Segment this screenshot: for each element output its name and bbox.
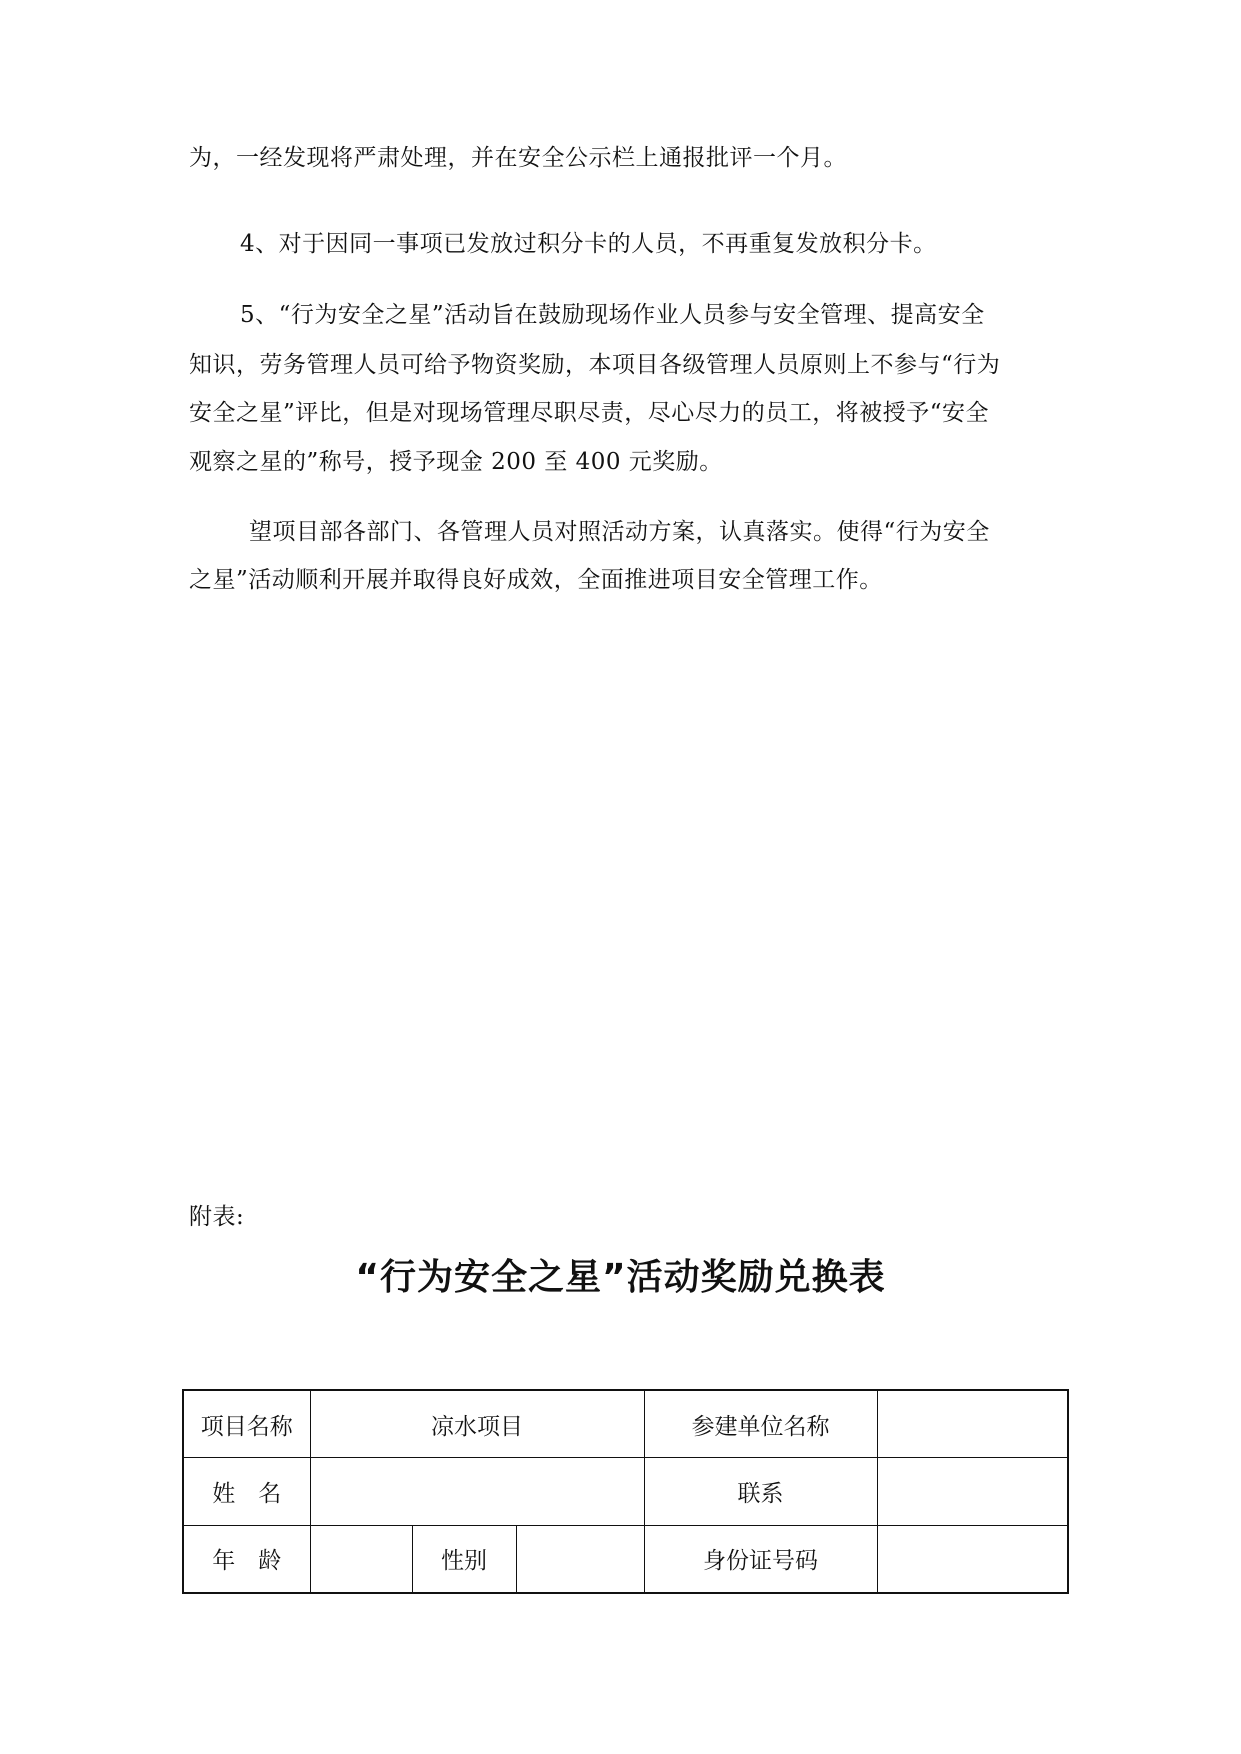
gender-label: 性别 — [412, 1525, 516, 1593]
paragraph-line: 安全之星”评比，但是对现场管理尽职尽责，尽心尽力的员工，将被授予“安全 — [189, 400, 990, 426]
table-title: “行为安全之星”活动奖励兑换表 — [355, 1257, 886, 1298]
age-value — [310, 1525, 412, 1593]
paragraph-line: 5、“行为安全之星”活动旨在鼓励现场作业人员参与安全管理、提高安全 — [240, 302, 985, 328]
project-name-value: 凉水项目 — [310, 1390, 644, 1458]
paragraph-line: 望项目部各部门、各管理人员对照活动方案，认真落实。使得“行为安全 — [249, 519, 990, 545]
id-number-value — [877, 1525, 1068, 1593]
name-value — [310, 1458, 644, 1525]
paragraph-line: 为，一经发现将严肃处理，并在安全公示栏上通报批评一个月。 — [189, 145, 847, 171]
paragraph-line: 4、对于因同一事项已发放过积分卡的人员，不再重复发放积分卡。 — [240, 231, 937, 257]
contact-label: 联系 — [644, 1458, 877, 1525]
reward-exchange-table — [182, 1389, 1069, 1594]
paragraph-line: 知识，劳务管理人员可给予物资奖励，本项目各级管理人员原则上不参与“行为 — [189, 352, 1001, 378]
project-name-label: 项目名称 — [183, 1390, 310, 1458]
table-row — [183, 1458, 1068, 1525]
gender-value — [516, 1525, 644, 1593]
name-label: 姓 名 — [183, 1458, 310, 1525]
contact-value — [877, 1458, 1068, 1525]
id-number-label: 身份证号码 — [644, 1525, 877, 1593]
table-row — [183, 1525, 1068, 1593]
appendix-label: 附表: — [189, 1204, 245, 1230]
paragraph-line: 观察之星的”称号，授予现金 200 至 400 元奖励。 — [189, 449, 723, 475]
unit-name-value — [877, 1390, 1068, 1458]
age-label: 年 龄 — [183, 1525, 310, 1593]
table-row — [183, 1390, 1068, 1458]
unit-name-label: 参建单位名称 — [644, 1390, 877, 1458]
paragraph-line: 之星”活动顺利开展并取得良好成效，全面推进项目安全管理工作。 — [189, 567, 883, 593]
